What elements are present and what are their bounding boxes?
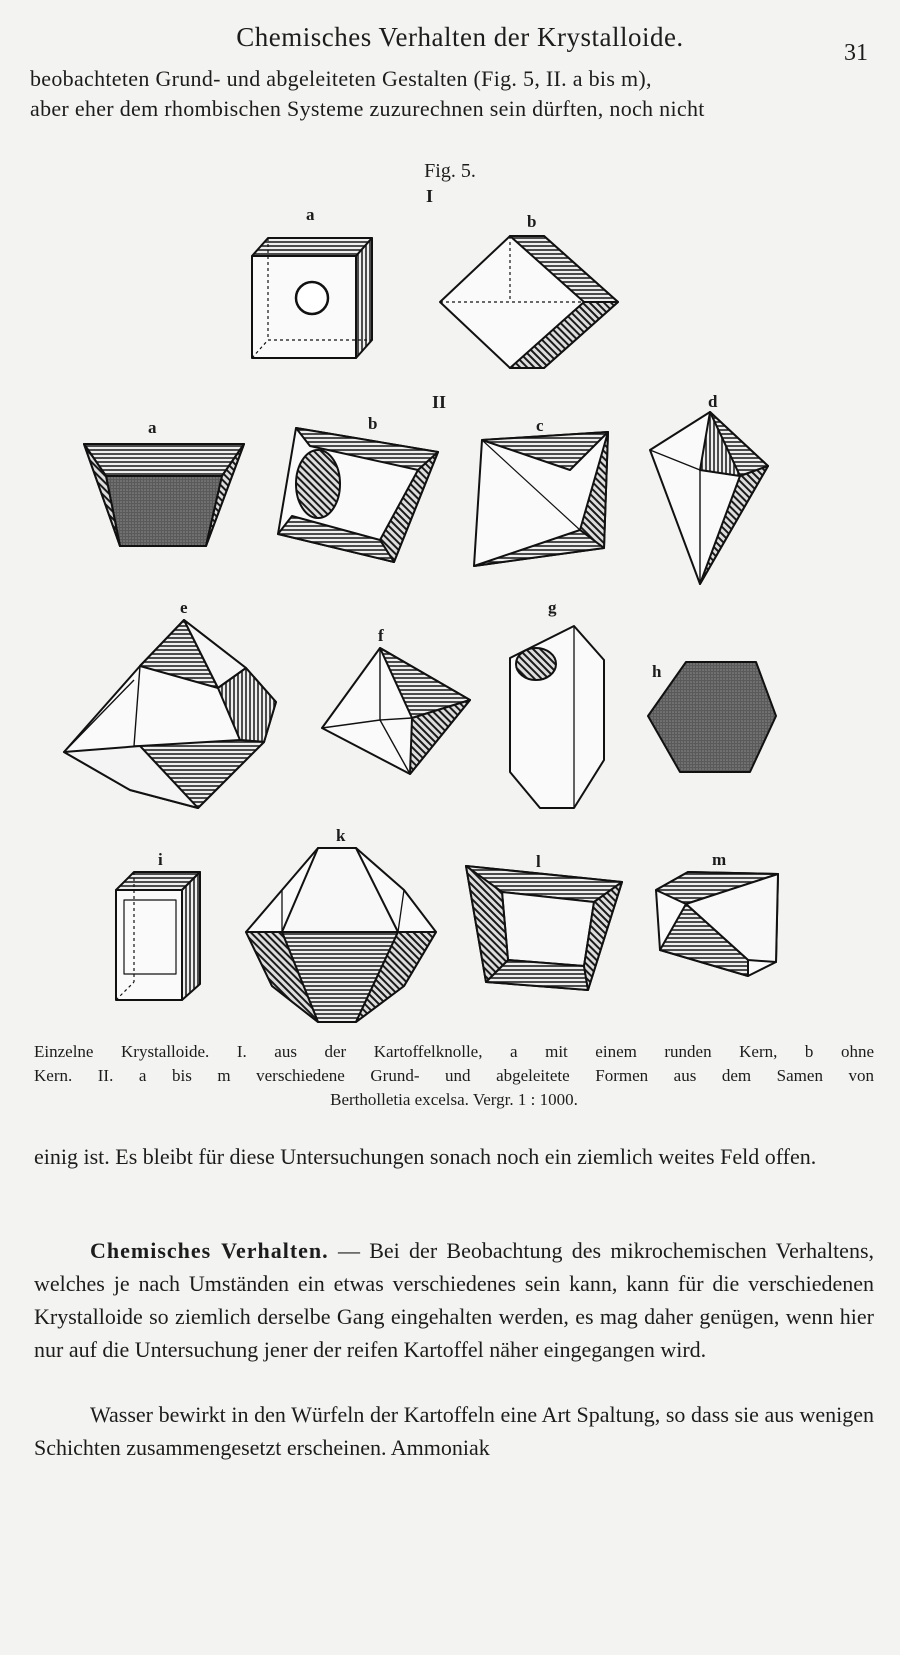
running-title: Chemisches Verhalten der Krystalloide. [236,22,684,52]
figure-group-2-label: II [432,392,447,412]
label-II-a: a [148,418,157,437]
label-II-c: c [536,416,544,435]
crystal-II-i [116,872,200,1000]
label-II-f: f [378,626,384,645]
label-II-d: d [708,392,718,411]
label-I-b: b [527,212,537,231]
crystal-II-g [510,626,604,808]
caption-line-3: Bertholletia excelsa. Vergr. 1 : 1000. [330,1090,578,1109]
crystal-II-c [474,432,608,566]
figure-group-1-label: I [426,186,434,206]
label-II-m: m [712,850,727,869]
crystal-II-m [656,872,778,976]
label-II-e: e [180,598,188,617]
paragraph-2-text: — Bei der Beobachtung des mikrochemischen Verhaltens, welches je nach Umständen ein etwas verschiedenes sein kann, kann für die verschiedenen Krystalloide so ziemlich derselbe Gang eingehalten werden, es mag daher genügen, wenn hier nur auf die Untersuchung jener der reifen Kartoffel näher eingegangen wird. [34,1238,875,1362]
label-II-h: h [652,662,662,681]
crystal-II-f [322,648,470,774]
label-I-a: a [306,205,315,224]
crystal-II-h [648,662,776,772]
caption-line-1: Einzelne Krystalloide. I. aus der Kartoffelknolle, a mit einem runden Kern, b ohne [34,1042,874,1061]
label-II-k: k [336,826,346,845]
figure-title: Fig. 5. [424,160,476,182]
crystal-II-a [84,444,244,546]
label-II-l: l [536,852,541,871]
paragraph-2 [34,1234,874,1366]
paragraph-3: Wasser bewirkt in den Würfeln der Kartoffeln eine Art Spaltung, so dass sie aus wenigen Schichten zusammengesetzt erscheinen. Ammoniak [34,1402,874,1460]
page-number: 31 [844,40,868,66]
crystal-II-l [466,866,622,990]
caption-line-2: Kern. II. a bis m verschiedene Grund- und abgeleitete Formen aus dem Samen von [34,1066,874,1085]
paragraph-1: einig ist. Es bleibt für diese Untersuchungen sonach noch ein ziemlich weites Feld offen. [34,1144,817,1169]
crystal-II-b [278,428,438,562]
crystal-I-a [252,238,372,358]
crystal-I-b [440,236,618,368]
crystal-II-k [246,848,436,1022]
label-II-b: b [368,414,378,433]
figure-caption [34,1040,874,1112]
label-II-g: g [548,598,557,617]
text-line-2: aber eher dem rhombischen Systeme zuzurechnen sein dürften, noch nicht [30,96,705,121]
section-heading: Chemisches Verhalten. [90,1238,329,1263]
crystal-II-d [650,412,768,584]
crystal-II-e [64,620,276,808]
text-line-1: beobachteten Grund- und abgeleiteten Gestalten (Fig. 5, II. a bis m), [30,66,652,91]
label-II-i: i [158,850,163,869]
